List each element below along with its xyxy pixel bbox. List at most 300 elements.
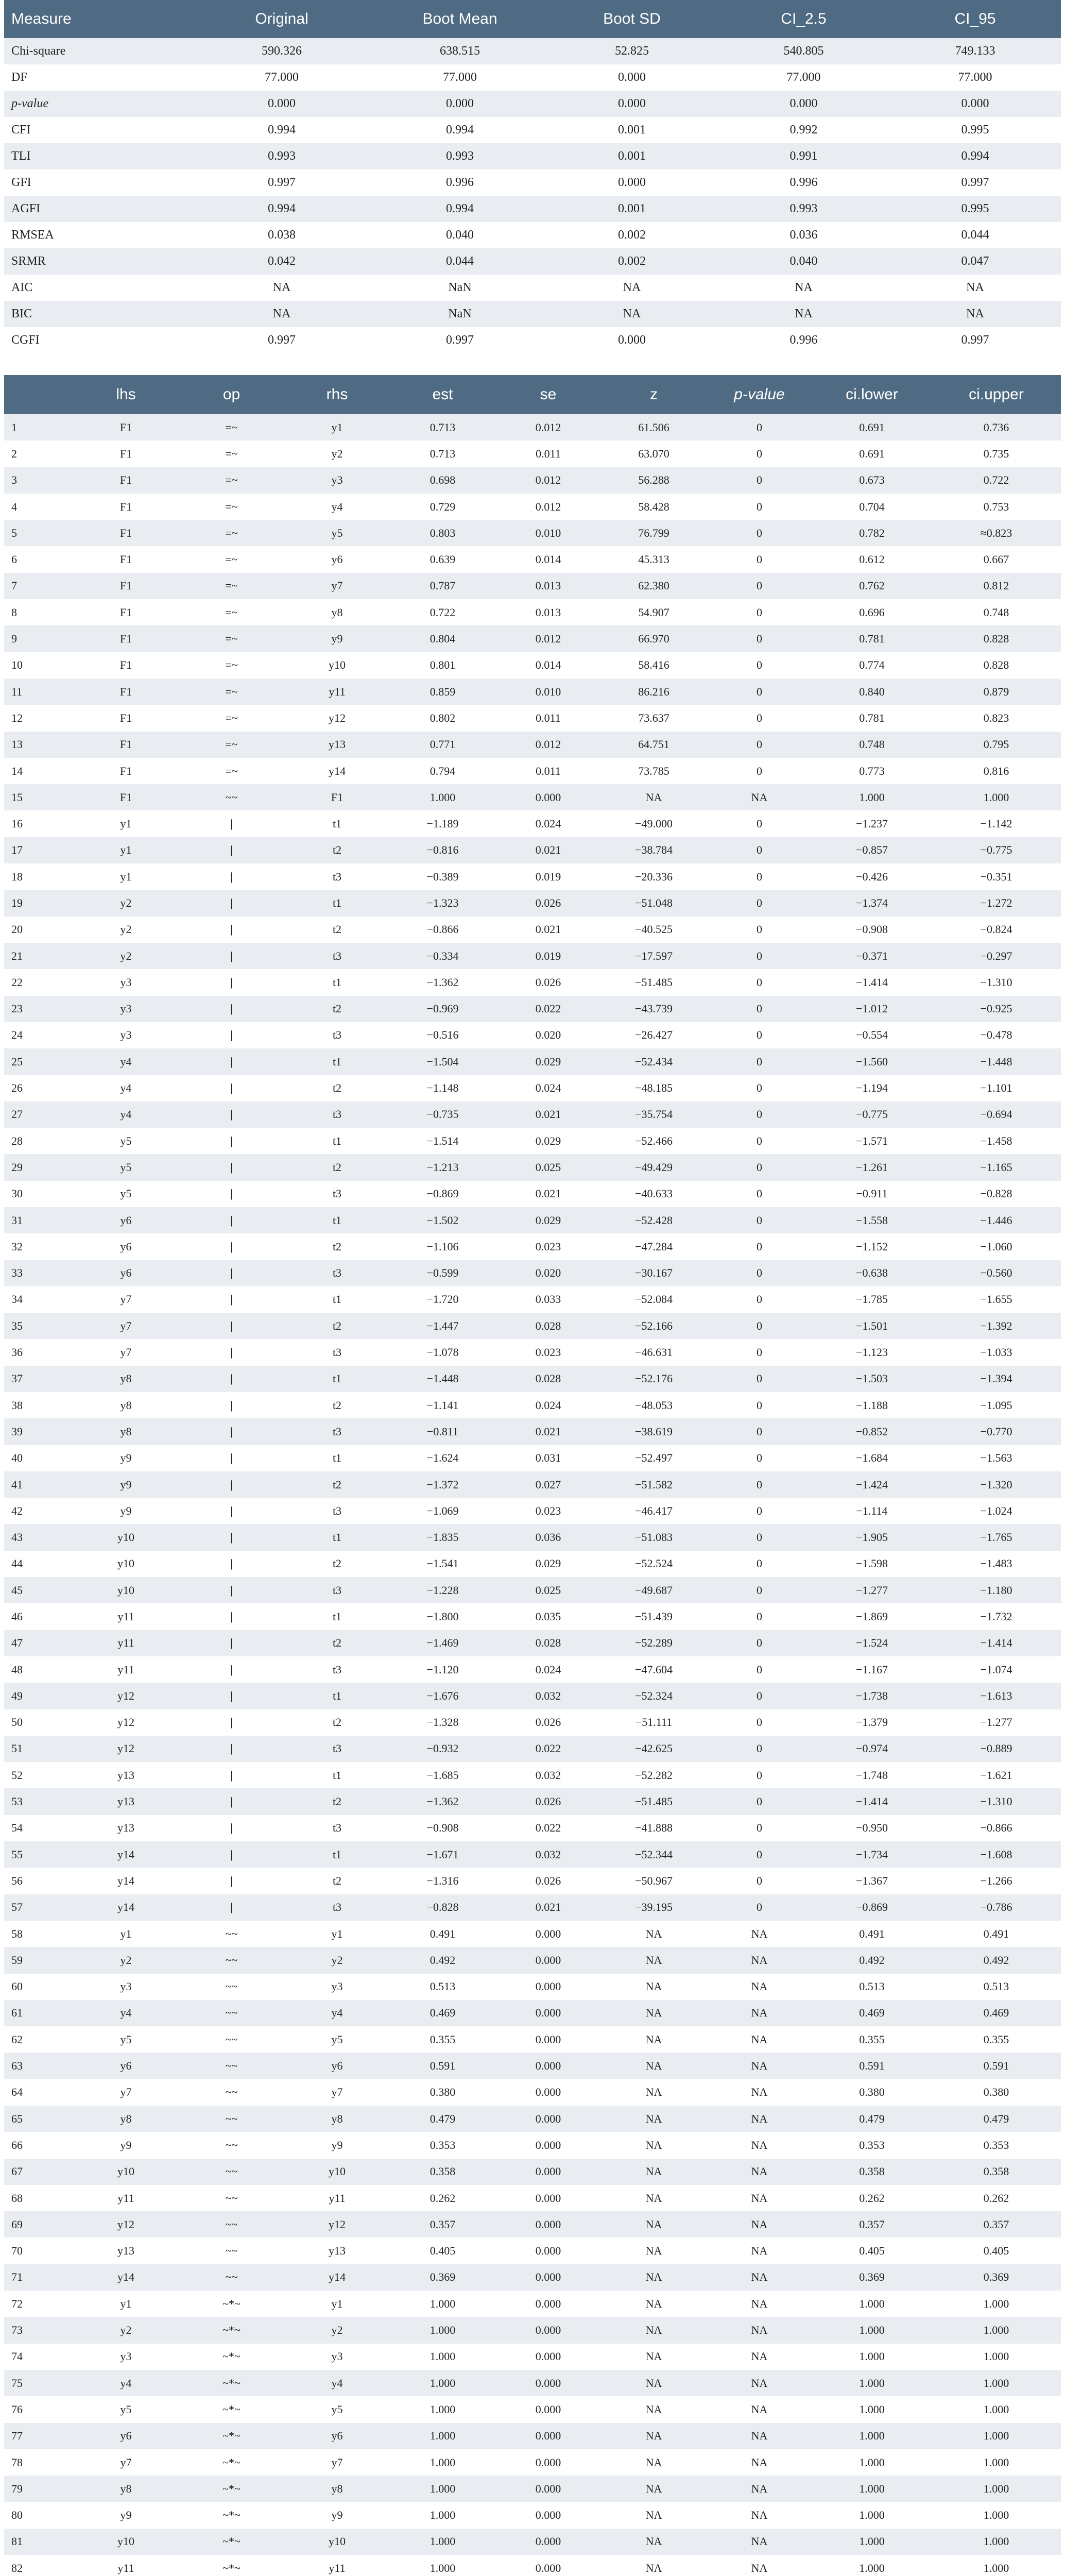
cell-p-value: 0: [707, 1815, 812, 1841]
table-row: [4, 1022, 1061, 1048]
cell-est: −1.141: [390, 1392, 495, 1418]
cell-index: 1: [4, 414, 73, 440]
cell-ci-upper: 0.753: [932, 494, 1061, 520]
cell-op: ~~: [179, 2026, 284, 2053]
cell-est: 0.357: [390, 2211, 495, 2238]
cell-index: 34: [4, 1286, 73, 1313]
cell-est: 0.358: [390, 2159, 495, 2185]
cell-index: 38: [4, 1392, 73, 1418]
table-row: [4, 494, 1061, 520]
cell-index: 75: [4, 2370, 73, 2396]
cell-index: 53: [4, 1788, 73, 1815]
cell-op: |: [179, 1128, 284, 1154]
cell-index: 12: [4, 705, 73, 731]
cell-z: −46.631: [601, 1339, 707, 1365]
cell-op: |: [179, 1603, 284, 1630]
cell-index: 7: [4, 573, 73, 599]
cell-p-value: 0: [707, 520, 812, 546]
table-row: [4, 1498, 1061, 1524]
table-row: [4, 969, 1061, 995]
cell-ci-lower: −0.426: [812, 863, 932, 890]
table-row: [4, 1181, 1061, 1207]
cell-ci-upper: 0.513: [932, 1974, 1061, 2000]
cell-original: NA: [190, 301, 374, 327]
cell-original: 0.994: [190, 196, 374, 222]
cell-rhs: y14: [284, 758, 390, 784]
cell-ci-lower: 0.704: [812, 494, 932, 520]
cell-p-value: 0: [707, 467, 812, 494]
cell-index: 24: [4, 1022, 73, 1048]
cell-op: ~*~: [179, 2396, 284, 2422]
table-row: [4, 1233, 1061, 1260]
cell-est: −1.069: [390, 1498, 495, 1524]
cell-ci-upper: −1.180: [932, 1577, 1061, 1603]
cell-boot-sd: 0.000: [546, 327, 718, 353]
cell-p-value: 0: [707, 890, 812, 916]
cell-index: 29: [4, 1154, 73, 1180]
cell-lhs: y8: [73, 1392, 179, 1418]
table-row: [4, 1683, 1061, 1709]
cell-lhs: y14: [73, 1868, 179, 1894]
cell-ci-upper: 1.000: [932, 784, 1061, 810]
cell-ci-lower: 1.000: [812, 2423, 932, 2449]
table-row: [4, 863, 1061, 890]
cell-est: 0.698: [390, 467, 495, 494]
table-row: [4, 2423, 1061, 2449]
cell-est: −1.362: [390, 969, 495, 995]
table-row: [4, 1762, 1061, 1788]
cell-rhs: t3: [284, 1260, 390, 1286]
cell-se: 0.000: [495, 2185, 601, 2211]
cell-ci-lower: 0.612: [812, 546, 932, 572]
cell-est: −1.514: [390, 1128, 495, 1154]
cell-est: −0.516: [390, 1022, 495, 1048]
cell-rhs: y13: [284, 2238, 390, 2264]
cell-boot-sd: 52.825: [546, 38, 718, 64]
cell-p-value: 0: [707, 1788, 812, 1815]
cell-ci-upper: 1.000: [932, 2291, 1061, 2317]
cell-boot-mean: 0.996: [374, 170, 546, 196]
cell-lhs: y4: [73, 1101, 179, 1128]
cell-rhs: y2: [284, 440, 390, 467]
cell-lhs: y12: [73, 2211, 179, 2238]
cell-ci-lower: 0.358: [812, 2159, 932, 2185]
cell-lhs: y7: [73, 1286, 179, 1313]
cell-ci-upper: −0.297: [932, 943, 1061, 969]
cell-p-value: 0: [707, 705, 812, 731]
cell-index: 6: [4, 546, 73, 572]
cell-p-value: 0: [707, 1366, 812, 1392]
cell-est: 0.722: [390, 599, 495, 625]
cell-lhs: y12: [73, 1683, 179, 1709]
cell-z: 56.288: [601, 467, 707, 494]
table-row: [4, 1445, 1061, 1471]
cell-p-value: NA: [707, 2053, 812, 2079]
column-header-est: est: [390, 375, 495, 414]
cell-se: 0.026: [495, 969, 601, 995]
fit-table-header-row: [4, 0, 1061, 38]
cell-p-value: 0: [707, 1418, 812, 1445]
cell-p-value: 0: [707, 758, 812, 784]
table-row: [4, 1788, 1061, 1815]
cell-ci-upper: 1.000: [932, 2344, 1061, 2370]
cell-ci-lower: −1.123: [812, 1339, 932, 1365]
cell-est: 0.729: [390, 494, 495, 520]
cell-ci-upper: −0.824: [932, 917, 1061, 943]
cell-ci-upper: −0.889: [932, 1736, 1061, 1762]
cell-p-value: 0: [707, 837, 812, 863]
cell-se: 0.000: [495, 2370, 601, 2396]
cell-z: 64.751: [601, 732, 707, 758]
cell-ci-lower: −1.414: [812, 969, 932, 995]
cell-p-value: 0: [707, 1154, 812, 1180]
cell-index: 60: [4, 1974, 73, 2000]
table-row: [4, 1048, 1061, 1075]
cell-ci-95: NA: [889, 301, 1061, 327]
cell-z: −48.185: [601, 1075, 707, 1101]
cell-est: −1.213: [390, 1154, 495, 1180]
cell-se: 0.021: [495, 1101, 601, 1128]
cell-ci-2-5: 0.000: [718, 91, 889, 117]
cell-p-value: 0: [707, 1101, 812, 1128]
cell-p-value: 0: [707, 1075, 812, 1101]
cell-ci-lower: 1.000: [812, 784, 932, 810]
table-row: [4, 1868, 1061, 1894]
cell-z: 76.799: [601, 520, 707, 546]
cell-se: 0.023: [495, 1233, 601, 1260]
cell-op: ~~: [179, 1947, 284, 1973]
cell-op: |: [179, 1551, 284, 1577]
cell-ci-lower: −0.908: [812, 917, 932, 943]
cell-z: −48.053: [601, 1392, 707, 1418]
cell-est: 1.000: [390, 2317, 495, 2343]
cell-op: =~: [179, 520, 284, 546]
cell-ci-lower: 0.513: [812, 1974, 932, 2000]
cell-est: −0.811: [390, 1418, 495, 1445]
cell-est: −1.148: [390, 1075, 495, 1101]
cell-rhs: t1: [284, 1445, 390, 1471]
cell-op: |: [179, 1366, 284, 1392]
cell-op: ~~: [179, 2053, 284, 2079]
table-row: [4, 222, 1061, 248]
cell-index: 27: [4, 1101, 73, 1128]
cell-ci-95: 0.044: [889, 222, 1061, 248]
cell-index: 73: [4, 2317, 73, 2343]
cell-ci-upper: −1.074: [932, 1656, 1061, 1683]
cell-ci-lower: −0.857: [812, 837, 932, 863]
table-row: [4, 1392, 1061, 1418]
cell-index: 67: [4, 2159, 73, 2185]
table-row: [4, 546, 1061, 572]
cell-ci-lower: −1.571: [812, 1128, 932, 1154]
cell-p-value: 0: [707, 1577, 812, 1603]
cell-rhs: y5: [284, 520, 390, 546]
cell-se: 0.021: [495, 1181, 601, 1207]
cell-boot-sd: 0.001: [546, 117, 718, 143]
cell-op: |: [179, 1683, 284, 1709]
cell-lhs: y1: [73, 2291, 179, 2317]
cell-est: −0.334: [390, 943, 495, 969]
cell-z: −50.967: [601, 1868, 707, 1894]
column-header-lhs: lhs: [73, 375, 179, 414]
cell-rhs: t1: [284, 1841, 390, 1868]
cell-ci-95: 0.995: [889, 196, 1061, 222]
cell-rhs: t2: [284, 1788, 390, 1815]
cell-index: 32: [4, 1233, 73, 1260]
cell-ci-95: 749.133: [889, 38, 1061, 64]
cell-op: |: [179, 1577, 284, 1603]
cell-ci-lower: −1.188: [812, 1392, 932, 1418]
cell-se: 0.000: [495, 2132, 601, 2158]
column-header-boot-sd: Boot SD: [546, 0, 718, 38]
cell-op: =~: [179, 440, 284, 467]
table-row: [4, 2502, 1061, 2528]
cell-se: 0.000: [495, 2106, 601, 2132]
cell-op: ~~: [179, 2238, 284, 2264]
cell-ci-upper: −1.563: [932, 1445, 1061, 1471]
table-row: [4, 1656, 1061, 1683]
cell-ci-lower: −0.911: [812, 1181, 932, 1207]
cell-p-value: 0: [707, 732, 812, 758]
cell-rhs: t2: [284, 1709, 390, 1736]
cell-rhs: y10: [284, 2159, 390, 2185]
cell-z: NA: [601, 2106, 707, 2132]
cell-ci-upper: 0.795: [932, 732, 1061, 758]
cell-index: 72: [4, 2291, 73, 2317]
cell-ci-upper: 1.000: [932, 2370, 1061, 2396]
cell-boot-mean: 0.993: [374, 143, 546, 170]
cell-lhs: y10: [73, 1577, 179, 1603]
cell-boot-mean: 0.040: [374, 222, 546, 248]
cell-z: NA: [601, 2529, 707, 2555]
cell-ci-upper: −1.448: [932, 1048, 1061, 1075]
cell-z: −39.195: [601, 1894, 707, 1921]
cell-ci-lower: −1.194: [812, 1075, 932, 1101]
cell-index: 23: [4, 996, 73, 1022]
cell-rhs: y3: [284, 467, 390, 494]
cell-rhs: y1: [284, 414, 390, 440]
cell-p-value: NA: [707, 2079, 812, 2106]
table-row: [4, 732, 1061, 758]
cell-ci-upper: −1.033: [932, 1339, 1061, 1365]
cell-index: 40: [4, 1445, 73, 1471]
cell-z: −52.434: [601, 1048, 707, 1075]
cell-rhs: y8: [284, 599, 390, 625]
cell-ci-lower: 1.000: [812, 2291, 932, 2317]
cell-se: 0.000: [495, 2317, 601, 2343]
cell-rhs: y4: [284, 494, 390, 520]
cell-op: |: [179, 1524, 284, 1550]
cell-ci-upper: −1.414: [932, 1630, 1061, 1656]
cell-index: 74: [4, 2344, 73, 2370]
cell-p-value: 0: [707, 1207, 812, 1233]
cell-rhs: y9: [284, 2502, 390, 2528]
cell-rhs: F1: [284, 784, 390, 810]
cell-rhs: y5: [284, 2396, 390, 2422]
cell-ci-lower: −1.424: [812, 1471, 932, 1498]
cell-rhs: t2: [284, 1471, 390, 1498]
cell-ci-lower: 1.000: [812, 2344, 932, 2370]
cell-rhs: y6: [284, 2423, 390, 2449]
cell-se: 0.021: [495, 837, 601, 863]
table-row: [4, 1366, 1061, 1392]
cell-p-value: 0: [707, 1630, 812, 1656]
cell-z: NA: [601, 1947, 707, 1973]
cell-ci-upper: 0.380: [932, 2079, 1061, 2106]
cell-lhs: y9: [73, 2502, 179, 2528]
cell-z: 63.070: [601, 440, 707, 467]
cell-op: ~*~: [179, 2449, 284, 2476]
cell-ci-2-5: 0.992: [718, 117, 889, 143]
cell-ci-2-5: 0.996: [718, 170, 889, 196]
cell-z: −52.344: [601, 1841, 707, 1868]
cell-ci-upper: −1.095: [932, 1392, 1061, 1418]
cell-rhs: y14: [284, 2264, 390, 2291]
cell-ci-lower: 0.773: [812, 758, 932, 784]
table-row: [4, 38, 1061, 64]
cell-z: NA: [601, 784, 707, 810]
column-header-op: op: [179, 375, 284, 414]
cell-rhs: y4: [284, 2370, 390, 2396]
cell-lhs: y3: [73, 2344, 179, 2370]
cell-ci-lower: −1.684: [812, 1445, 932, 1471]
cell-ci-upper: 1.000: [932, 2396, 1061, 2422]
table-row: [4, 679, 1061, 705]
cell-p-value: 0: [707, 494, 812, 520]
cell-p-value: NA: [707, 2370, 812, 2396]
cell-boot-sd: 0.000: [546, 64, 718, 91]
cell-p-value: 0: [707, 1683, 812, 1709]
cell-boot-mean: 77.000: [374, 64, 546, 91]
cell-ci-upper: −1.266: [932, 1868, 1061, 1894]
cell-se: 0.000: [495, 1947, 601, 1973]
cell-index: 68: [4, 2185, 73, 2211]
cell-p-value: NA: [707, 2555, 812, 2576]
cell-lhs: F1: [73, 652, 179, 679]
cell-se: 0.000: [495, 2502, 601, 2528]
cell-lhs: y3: [73, 969, 179, 995]
cell-lhs: y1: [73, 863, 179, 890]
cell-se: 0.025: [495, 1154, 601, 1180]
cell-se: 0.000: [495, 2344, 601, 2370]
cell-index: 49: [4, 1683, 73, 1709]
cell-ci-lower: 1.000: [812, 2370, 932, 2396]
cell-lhs: y4: [73, 1075, 179, 1101]
cell-boot-mean: 0.044: [374, 248, 546, 275]
cell-ci-upper: 1.000: [932, 2529, 1061, 2555]
cell-rhs: t3: [284, 1656, 390, 1683]
cell-lhs: y3: [73, 1974, 179, 2000]
cell-op: =~: [179, 546, 284, 572]
cell-boot-mean: NaN: [374, 301, 546, 327]
cell-lhs: F1: [73, 440, 179, 467]
cell-ci-lower: 0.691: [812, 440, 932, 467]
table-row: [4, 2106, 1061, 2132]
cell-z: −38.619: [601, 1418, 707, 1445]
column-header-se: se: [495, 375, 601, 414]
cell-op: =~: [179, 494, 284, 520]
cell-rhs: t1: [284, 1207, 390, 1233]
cell-op: =~: [179, 573, 284, 599]
cell-se: 0.031: [495, 1445, 601, 1471]
cell-measure: AGFI: [4, 196, 190, 222]
cell-z: −49.000: [601, 810, 707, 837]
cell-index: 65: [4, 2106, 73, 2132]
cell-ci-lower: 0.262: [812, 2185, 932, 2211]
cell-rhs: t2: [284, 1154, 390, 1180]
cell-se: 0.020: [495, 1022, 601, 1048]
cell-lhs: y5: [73, 2396, 179, 2422]
table-row: [4, 1815, 1061, 1841]
table-row: [4, 1577, 1061, 1603]
cell-op: =~: [179, 599, 284, 625]
cell-est: −0.599: [390, 1260, 495, 1286]
cell-op: ~~: [179, 784, 284, 810]
cell-index: 20: [4, 917, 73, 943]
cell-p-value: 0: [707, 1498, 812, 1524]
table-row: [4, 1418, 1061, 1445]
cell-est: 0.492: [390, 1947, 495, 1973]
cell-z: −51.083: [601, 1524, 707, 1550]
cell-ci-lower: −1.869: [812, 1603, 932, 1630]
cell-est: 1.000: [390, 2291, 495, 2317]
cell-rhs: t1: [284, 1366, 390, 1392]
cell-p-value: 0: [707, 1339, 812, 1365]
cell-boot-sd: NA: [546, 301, 718, 327]
cell-z: 58.428: [601, 494, 707, 520]
cell-est: −1.372: [390, 1471, 495, 1498]
cell-p-value: 0: [707, 1656, 812, 1683]
cell-op: |: [179, 1075, 284, 1101]
cell-se: 0.000: [495, 2053, 601, 2079]
cell-est: −1.120: [390, 1656, 495, 1683]
cell-lhs: y5: [73, 1154, 179, 1180]
cell-se: 0.000: [495, 2159, 601, 2185]
cell-p-value: 0: [707, 1841, 812, 1868]
cell-original: 0.038: [190, 222, 374, 248]
cell-est: −1.316: [390, 1868, 495, 1894]
cell-op: ~~: [179, 2000, 284, 2026]
cell-p-value: 0: [707, 1181, 812, 1207]
cell-ci-upper: 0.492: [932, 1947, 1061, 1973]
cell-measure: CFI: [4, 117, 190, 143]
cell-est: −1.685: [390, 1762, 495, 1788]
cell-ci-lower: 0.696: [812, 599, 932, 625]
cell-op: |: [179, 1339, 284, 1365]
cell-op: |: [179, 1313, 284, 1339]
cell-index: 79: [4, 2476, 73, 2502]
cell-ci-2-5: 0.993: [718, 196, 889, 222]
cell-lhs: y1: [73, 837, 179, 863]
cell-op: =~: [179, 705, 284, 731]
cell-z: NA: [601, 2211, 707, 2238]
cell-index: 64: [4, 2079, 73, 2106]
cell-ci-upper: −1.621: [932, 1762, 1061, 1788]
cell-index: 13: [4, 732, 73, 758]
cell-lhs: y11: [73, 1656, 179, 1683]
cell-se: 0.000: [495, 2211, 601, 2238]
cell-est: −0.932: [390, 1736, 495, 1762]
cell-est: 0.491: [390, 1921, 495, 1947]
table-row: [4, 2238, 1061, 2264]
cell-est: 0.513: [390, 1974, 495, 2000]
cell-rhs: y3: [284, 2344, 390, 2370]
cell-ci-upper: 1.000: [932, 2423, 1061, 2449]
cell-index: 31: [4, 1207, 73, 1233]
cell-index: 8: [4, 599, 73, 625]
cell-p-value: NA: [707, 2211, 812, 2238]
cell-est: 0.639: [390, 546, 495, 572]
